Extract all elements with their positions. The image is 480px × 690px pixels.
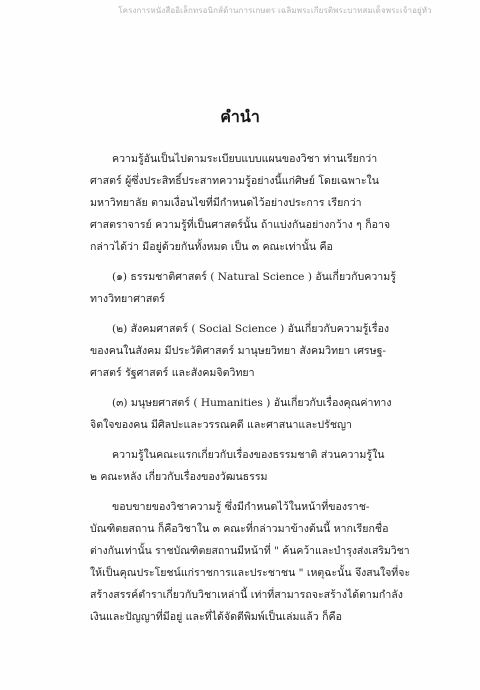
text-line: (๑) ธรรมชาติศาสตร์ ( Natural Science ) อันเกี่ยวกับความรู้ bbox=[112, 271, 396, 283]
project-header: โครงการหนังสืออิเล็กทรอนิกส์ด้านการเกษตร เฉลิมพระเกียรติพระบาทสมเด็จพระเจ้าอยู่หัว bbox=[118, 6, 432, 15]
text-line: กล่าวได้ว่า มีอยู่ด้วยกันทั้งหมด เป็น ๓ คณะเท่านั้น คือ bbox=[90, 241, 333, 253]
text-line: ศาสตร์ ผู้ซึ่งประสิทธิ์ประสาทความรู้อย่างนี้แก่ศิษย์ โดยเฉพาะใน bbox=[90, 175, 379, 187]
text-line: ต่างกันเท่านั้น ราชบัณฑิตยสถานมีหน้าที่ " ค้นคว้าและบำรุงส่งเสริมวิชา bbox=[90, 545, 410, 557]
preface-body-continued bbox=[90, 586, 410, 636]
text-line: ของคนในสังคม มีประวัติศาสตร์ มานุษยวิทยา สังคมวิทยา เศรษฐ- bbox=[90, 345, 387, 357]
text-line: ๒ คณะหลัง เกี่ยวกับเรื่องของวัฒนธรรม bbox=[90, 471, 268, 483]
text-line: บัณฑิตยสถาน ก็คือวิชาใน ๓ คณะที่กล่าวมาข้างต้นนี้ หากเรียกชื่อ bbox=[90, 523, 389, 535]
text-line: สร้างสรรค์ตำราเกี่ยวกับวิชาเหล่านี้ เท่าที่สามารถจะสร้างได้ตามกำลัง bbox=[90, 589, 403, 601]
text-line: ขอบขายของวิชาความรู้ ซึ่งมีกำหนดไว้ในหน้าที่ของราช- bbox=[112, 501, 370, 513]
text-line: ทางวิทยาศาสตร์ bbox=[90, 293, 165, 305]
text-line: ศาสตร์ รัฐศาสตร์ และสังคมจิตวิทยา bbox=[90, 367, 255, 379]
text-line: เงินและปัญญาที่มีอยู่ และที่ได้จัดตีพิมพ์เป็นเล่มแล้ว ก็คือ bbox=[90, 611, 342, 623]
text-line: ให้เป็นคุณประโยชน์แก่ราชการและประชาชน " เหตุฉะนั้น จึงสนใจที่จะ bbox=[90, 567, 411, 579]
text-line: ความรู้ในคณะแรกเกี่ยวกับเรื่องของธรรมชาติ ส่วนความรู้ใน bbox=[112, 449, 385, 461]
text-line: ความรู้อันเป็นไปตามระเบียบแบบแผนของวิชา ท่านเรียกว่า bbox=[112, 153, 378, 165]
text-line: (๓) มนุษยศาสตร์ ( Humanities ) อันเกี่ยวกับเรื่องคุณค่าทาง bbox=[112, 397, 392, 409]
text-line: ศาสตราจารย์ ความรู้ที่เป็นศาสตร์นั้น ถ้าแบ่งกันอย่างกว้าง ๆ ก็อาจ bbox=[90, 219, 391, 231]
text-line: จิตใจของคน มีศิลปะและวรรณคดี และศาสนาและปรัชญา bbox=[90, 419, 352, 431]
text-line: (๒) สังคมศาสตร์ ( Social Science ) อันเกี่ยวกับความรู้เรื่อง bbox=[112, 323, 390, 335]
page-title: คำนำ bbox=[220, 107, 260, 126]
preface-body bbox=[90, 150, 410, 590]
text-line: มหาวิทยาลัย ตามเงื่อนไขที่มีกำหนดไว้อย่างประการ เรียกว่า bbox=[90, 197, 362, 209]
